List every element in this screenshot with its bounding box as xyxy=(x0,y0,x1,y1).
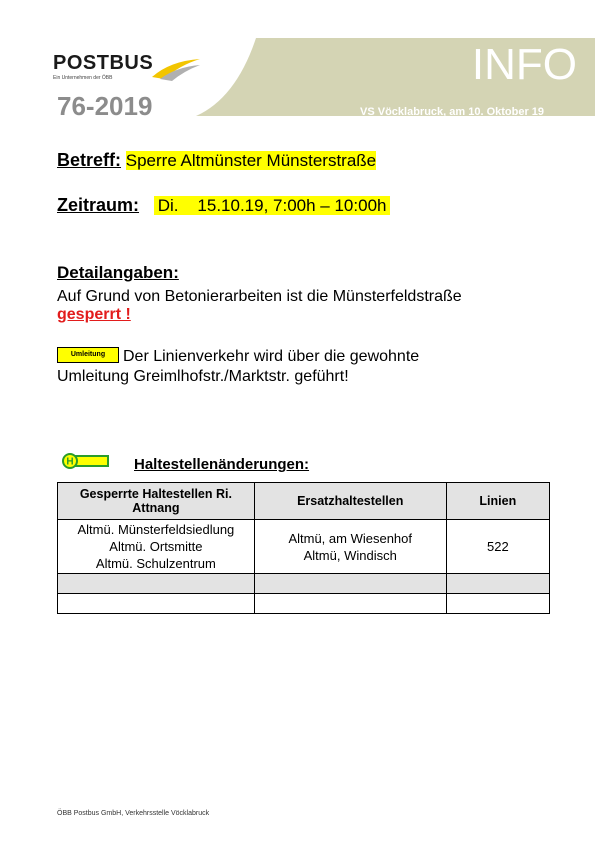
closed-stop: Altmü. Ortsmitte xyxy=(109,539,203,554)
location-date: VS Vöcklabruck, am 10. Oktober 19 xyxy=(360,106,545,118)
table-row-empty xyxy=(58,574,550,594)
closed-status: gesperrt ! xyxy=(57,306,131,323)
detail-text: Auf Grund von Betonierarbeiten ist die Münsterfeldstraße xyxy=(57,288,462,305)
closed-stop: Altmü. Schulzentrum xyxy=(95,556,216,571)
logo-subtext: Ein Unternehmen der ÖBB xyxy=(53,75,113,81)
table-header-row xyxy=(58,483,550,520)
column-header-replacement: Ersatzhaltestellen xyxy=(254,483,446,520)
replacement-stop: Altmü, Windisch xyxy=(303,547,397,563)
postbus-logo: POSTBUS xyxy=(53,52,154,74)
zeitraum-label: Zeitraum: xyxy=(57,195,140,215)
detour-badge: Umleitung xyxy=(57,347,119,363)
footer-text: ÖBB Postbus GmbH, Verkehrsstelle Vöcklabruck xyxy=(57,810,210,817)
zeitraum-value: Di. 15.10.19, 7:00h – 10:00h xyxy=(154,196,391,215)
closed-stop: Altmü. Münsterfeldsiedlung xyxy=(77,522,235,537)
table-row-empty xyxy=(58,594,550,614)
info-title: INFO xyxy=(471,40,577,89)
lines-cell: 522 xyxy=(446,520,549,574)
betreff-row xyxy=(57,150,376,171)
stops-table xyxy=(57,482,550,614)
column-header-lines: Linien xyxy=(446,483,549,520)
bus-stop-sign-icon xyxy=(62,453,110,469)
bus-stop-letter: H xyxy=(66,456,74,468)
issue-number: 76-2019 xyxy=(57,91,153,121)
replacement-stops-cell xyxy=(254,520,446,574)
column-header-closed: Gesperrte Haltestellen Ri. Attnang xyxy=(58,483,255,520)
betreff-label: Betreff: xyxy=(57,150,122,170)
detail-heading: Detailangaben: xyxy=(57,263,179,282)
closed-stops-cell xyxy=(58,520,255,574)
zeitraum-row xyxy=(57,195,390,216)
betreff-value: Sperre Altmünster Münsterstraße xyxy=(125,151,377,170)
stops-heading: Haltestellenänderungen: xyxy=(134,456,310,473)
detour-line-1: Der Linienverkehr wird über die gewohnte xyxy=(123,348,420,365)
detour-text xyxy=(57,347,477,387)
swoosh-logo-icon xyxy=(150,55,202,81)
detour-line-2: Umleitung Greimlhofstr./Marktstr. geführt! xyxy=(57,368,349,385)
table-row xyxy=(58,520,550,574)
replacement-stop: Altmü, am Wiesenhof xyxy=(288,530,412,546)
